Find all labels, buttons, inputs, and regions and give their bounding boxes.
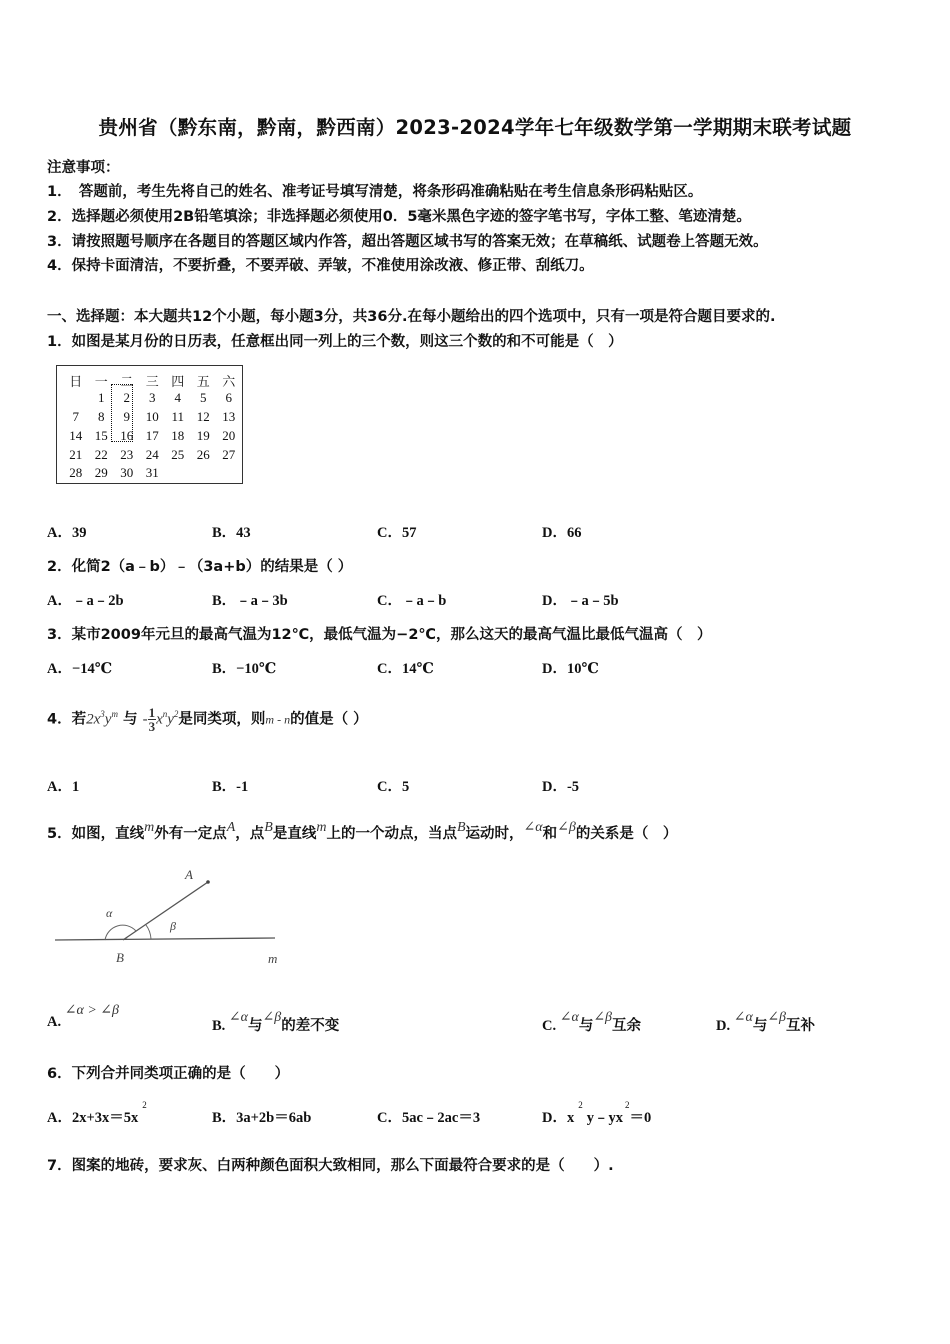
section-heading: 一、选择题：本大题共12个小题，每小题3分，共36分.在每小题给出的四个选项中，只有一项是符合题目要求的.: [47, 309, 776, 325]
question-3: 3．某市2009年元旦的最高气温为12℃，最低气温为−2℃，那么这天的最高气温比最低气温高（ ）: [47, 627, 712, 643]
fraction-denominator: 3: [148, 719, 156, 734]
q4-suffix2: 的值是（ ）: [290, 711, 368, 728]
calendar-cell: 28: [69, 465, 83, 480]
option-b: B．-1: [212, 779, 249, 795]
question-5: [47, 822, 677, 843]
q4-suffix1: 是同类项，则: [178, 711, 266, 728]
q5-text: 上的一个动点，当点: [326, 826, 457, 842]
option-label: A.: [47, 1014, 62, 1030]
q4-expr2a: x: [156, 711, 163, 728]
option-d-end: ＝0: [629, 1110, 652, 1126]
option-b: B．﹣a﹣3b: [212, 593, 288, 609]
option-c: C．57: [377, 525, 417, 541]
alpha-symbol: ∠α: [228, 1010, 249, 1025]
option-d: D．-5: [542, 779, 580, 795]
q4-exp2a: n: [162, 708, 168, 719]
calendar-cell: 26: [196, 447, 210, 462]
calendar-selection-box: [111, 384, 133, 442]
calendar-cell: [63, 390, 89, 406]
option-b: B．−10℃: [212, 661, 277, 677]
q4-fraction: [148, 706, 157, 733]
with-text: 与: [752, 1018, 768, 1034]
calendar-cell: 10: [145, 409, 159, 424]
q5-text: 是直线: [272, 826, 317, 842]
option-a: [47, 1100, 147, 1127]
option-label: B.: [212, 1018, 226, 1034]
question-1: 1．如图是某月份的日历表，任意框出同一列上的三个数，则这三个数的和不可能是（ ）: [47, 334, 623, 350]
calendar-cell: 29: [94, 465, 108, 480]
calendar-cell: 24: [145, 447, 159, 462]
q5-text: 和: [542, 826, 558, 842]
superscript: 2: [142, 1100, 147, 1110]
option-c: C．﹣a﹣b: [377, 593, 447, 609]
option-d-tail: 互补: [786, 1018, 816, 1034]
calendar-row: [63, 447, 242, 463]
option-d: D．66: [542, 525, 582, 541]
superscript: 2: [578, 1100, 583, 1110]
q4-expr2b: y: [167, 711, 174, 728]
calendar-cell: 3: [149, 390, 156, 405]
calendar-cell: 2: [123, 390, 130, 405]
angle-beta-arc: [146, 925, 151, 939]
option-a: A．﹣a﹣2b: [47, 593, 124, 609]
q4-mid: 与: [123, 711, 138, 728]
q4-mn: m - n: [265, 712, 291, 727]
calendar-cell: 18: [171, 428, 185, 443]
calendar-cell: [165, 465, 191, 481]
calendar-cell: 7: [72, 409, 79, 424]
calendar-cell: [216, 465, 242, 481]
q4-neg: -: [142, 711, 148, 728]
page-title: 贵州省（黔东南，黔南，黔西南）2023-2024学年七年级数学第一学期期末联考试题: [98, 116, 852, 139]
point-A: [206, 880, 210, 884]
calendar-cell: 17: [145, 428, 159, 443]
option-c: C．5ac﹣2ac＝3: [377, 1110, 481, 1126]
option-label: D．: [542, 1110, 567, 1126]
calendar-cell: 一: [94, 374, 108, 389]
calendar-row: [63, 390, 242, 406]
q5-text: 5．如图，直线: [47, 826, 145, 842]
calendar-cell: 8: [98, 409, 105, 424]
calendar-cell: 23: [120, 447, 134, 462]
calendar-row: [63, 465, 242, 481]
calendar-cell: 五: [196, 374, 210, 389]
q4-exp2b: 2: [173, 708, 179, 719]
option-a: A．1: [47, 779, 80, 795]
q5-m: m: [316, 820, 327, 835]
calendar-table: [56, 365, 243, 484]
q5-text: 外有一定点: [154, 826, 227, 842]
beta-symbol: ∠β: [262, 1010, 282, 1025]
beta-symbol: ∠β: [593, 1010, 613, 1025]
label-B: B: [116, 950, 124, 965]
calendar-cell: 二: [120, 374, 134, 389]
q5-text: 运动时，: [465, 826, 524, 842]
label-m: m: [268, 951, 278, 966]
calendar-cell: 日: [69, 374, 83, 389]
calendar-cell: 1: [98, 390, 105, 405]
option-c: C．5: [377, 779, 410, 795]
calendar-cell: 4: [174, 390, 181, 405]
q5-alpha: ∠α: [523, 820, 543, 835]
option-b: B．43: [212, 525, 251, 541]
option-d: [716, 1010, 816, 1035]
option-c-tail: 互余: [612, 1018, 642, 1034]
calendar-cell: 20: [222, 428, 236, 443]
calendar-header: [63, 371, 242, 390]
calendar-cell: 13: [222, 409, 236, 424]
alpha-symbol: ∠α: [559, 1010, 579, 1025]
angle-alpha-arc: [105, 925, 136, 940]
calendar-cell: 5: [200, 390, 207, 405]
question-2: 2．化简2（a﹣b）﹣（3a+b）的结果是（ ）: [47, 559, 353, 575]
calendar-cell: 12: [196, 409, 210, 424]
option-a-expr: ∠α > ∠β: [64, 1003, 119, 1018]
option-c: C．14℃: [377, 661, 434, 677]
calendar-cell: 三: [145, 374, 159, 389]
option-label: C.: [542, 1018, 557, 1034]
q5-B: B: [456, 820, 466, 835]
q4-exp1b: m: [111, 708, 118, 719]
calendar-cell: 25: [171, 447, 185, 462]
beta-symbol: ∠β: [767, 1010, 787, 1025]
option-a: [47, 1003, 119, 1031]
q5-text: ，点: [235, 826, 265, 842]
calendar-cell: 31: [145, 465, 159, 480]
q5-B: B: [264, 820, 273, 835]
option-d: [542, 1100, 652, 1127]
q5-beta: ∠β: [557, 820, 576, 835]
option-b: B．3a+2b＝6ab: [212, 1110, 312, 1126]
notice-heading: 注意事项：: [47, 160, 120, 176]
notice-item: 1． 答题前，考生先将自己的姓名、准考证号填写清楚，将条形码准确粘贴在考生信息条形码粘贴区。: [47, 184, 703, 200]
calendar-cell: 14: [69, 428, 83, 443]
question-7: 7．图案的地砖，要求灰、白两种颜色面积大致相同，那么下面最符合要求的是（ ）.: [47, 1158, 614, 1174]
option-b-tail: 的差不变: [281, 1018, 340, 1034]
calendar-cell: 27: [222, 447, 236, 462]
q5-m: m: [144, 820, 155, 835]
notice-item: 2．选择题必须使用2B铅笔填涂；非选择题必须使用0．5毫米黑色字迹的签字笔书写，字体工整、笔迹清楚。: [47, 209, 751, 225]
question-6: 6．下列合并同类项正确的是（ ）: [47, 1066, 290, 1082]
option-d: D．10℃: [542, 661, 599, 677]
with-text: 与: [248, 1018, 263, 1034]
label-A: A: [185, 867, 193, 882]
calendar-cell: 22: [94, 447, 108, 462]
calendar-cell: 9: [123, 409, 130, 424]
notice-item: 4．保持卡面清洁，不要折叠，不要弄破、弄皱，不准使用涂改液、修正带、刮纸刀。: [47, 258, 594, 274]
alpha-symbol: ∠α: [733, 1010, 753, 1025]
option-d-mid: y﹣yx: [586, 1110, 623, 1126]
calendar-row: [63, 428, 242, 444]
q5-A: A: [226, 820, 236, 835]
option-b: [212, 1010, 340, 1035]
calendar-cell: 六: [222, 374, 236, 389]
label-beta: β: [170, 919, 176, 933]
superscript: 2: [624, 1100, 630, 1110]
question-4: [47, 706, 368, 733]
notice-item: 3．请按照题号顺序在各题目的答题区域内作答，超出答题区域书写的答案无效；在草稿纸、试题卷上答题无效。: [47, 234, 768, 250]
line-m: [55, 938, 275, 940]
var-x: x: [566, 1110, 575, 1126]
calendar-cell: 15: [94, 428, 108, 443]
calendar-cell: [191, 465, 217, 481]
label-alpha: α: [106, 906, 113, 920]
q5-text: 的关系是（ ）: [575, 826, 678, 842]
calendar-cell: 11: [171, 409, 185, 424]
fraction-numerator: 1: [148, 705, 156, 720]
option-a: A．39: [47, 525, 87, 541]
ray-BA: [123, 882, 208, 940]
option-d: D．﹣a﹣5b: [542, 593, 619, 609]
calendar-cell: 四: [171, 374, 185, 389]
calendar-row: [63, 409, 242, 425]
calendar-cell: 6: [225, 390, 232, 405]
option-a: A．−14℃: [47, 661, 113, 677]
q4-expr1: 2x: [86, 711, 101, 728]
q4-prefix: 4．若: [47, 711, 87, 728]
calendar-cell: 16: [120, 428, 134, 443]
calendar-cell: 19: [196, 428, 210, 443]
option-label: D.: [716, 1018, 731, 1034]
angle-figure: [50, 862, 290, 972]
q4-var1: y: [104, 711, 112, 728]
option-a-text: A．2x+3x＝5x: [47, 1110, 139, 1126]
option-c: [542, 1010, 642, 1035]
calendar-cell: 21: [69, 447, 83, 462]
with-text: 与: [578, 1018, 594, 1034]
calendar-cell: 30: [120, 465, 134, 480]
q4-exp1a: 3: [100, 708, 105, 719]
